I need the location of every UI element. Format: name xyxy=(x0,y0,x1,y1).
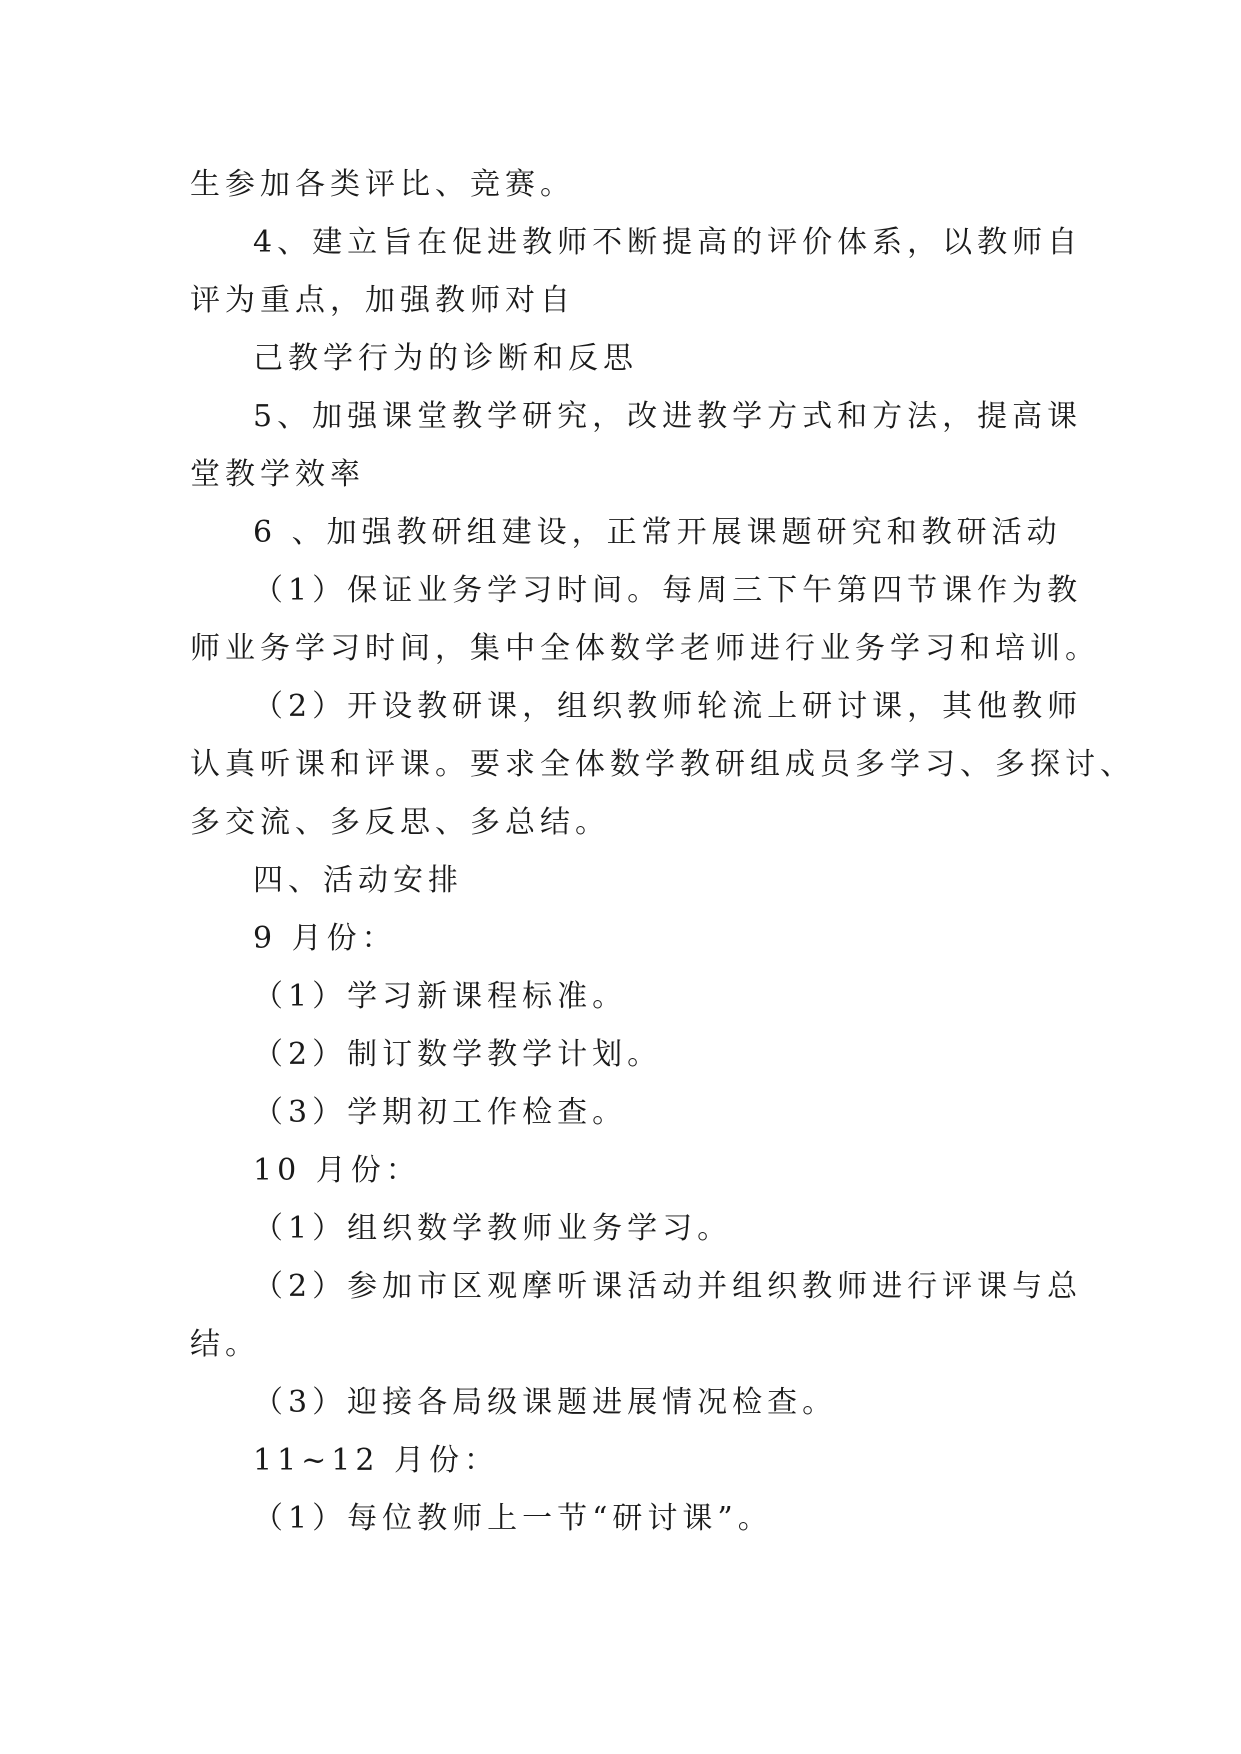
list-item: （1）每位教师上一节“研讨课”。 xyxy=(253,1501,773,1536)
month-heading: 10 月份： xyxy=(253,1153,421,1188)
text-line: 认真听课和评课。要求全体数学教研组成员多学习、多探讨、 xyxy=(190,747,1135,782)
text-line: 生参加各类评比、竞赛。 xyxy=(190,167,575,202)
section-heading: 四、活动安排 xyxy=(253,863,463,898)
list-item: （3）迎接各局级课题进展情况检查。 xyxy=(253,1385,838,1420)
list-item: （2）制订数学教学计划。 xyxy=(253,1037,663,1072)
month-heading: 9 月份： xyxy=(253,921,397,956)
text-line: 结。 xyxy=(190,1327,260,1362)
list-item: （1）组织数学教师业务学习。 xyxy=(253,1211,733,1246)
month-heading: 11~12 月份： xyxy=(253,1443,500,1478)
text-line: 师业务学习时间，集中全体数学老师进行业务学习和培训。 xyxy=(190,631,1100,666)
text-line: 4、建立旨在促进教师不断提高的评价体系，以教师自 xyxy=(253,225,1083,260)
text-line: 6 、加强教研组建设，正常开展课题研究和教研活动 xyxy=(253,515,1062,550)
list-item: （1）学习新课程标准。 xyxy=(253,979,628,1014)
text-line: 5、加强课堂教学研究，改进教学方式和方法，提高课 xyxy=(253,399,1083,434)
text-line: 堂教学效率 xyxy=(190,457,365,492)
list-item: （3）学期初工作检查。 xyxy=(253,1095,628,1130)
text-line: （2）开设教研课，组织教师轮流上研讨课，其他教师 xyxy=(253,689,1083,724)
text-line: （1）保证业务学习时间。每周三下午第四节课作为教 xyxy=(253,573,1083,608)
text-line: 多交流、多反思、多总结。 xyxy=(190,805,610,840)
text-line: 评为重点，加强教师对自 xyxy=(190,283,575,318)
list-item: （2）参加市区观摩听课活动并组织教师进行评课与总 xyxy=(253,1269,1083,1304)
text-line: 己教学行为的诊断和反思 xyxy=(253,341,638,376)
